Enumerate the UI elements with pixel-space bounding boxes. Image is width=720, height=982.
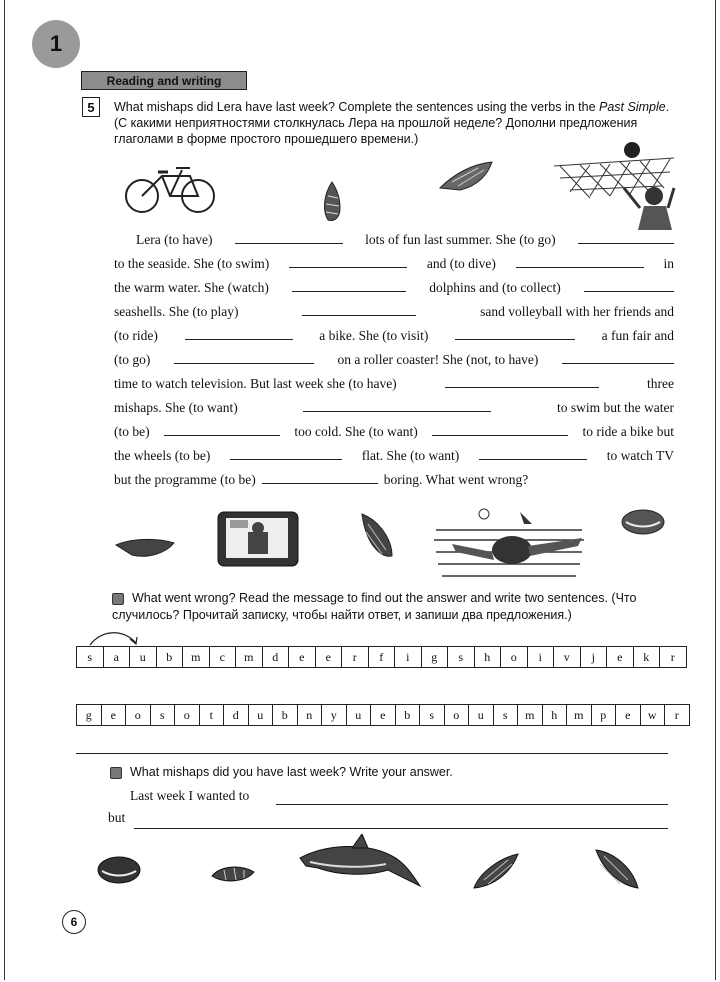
story-fragment: the warm water. She (watch) <box>114 280 269 295</box>
story-fragment: dolphins and (to collect) <box>429 280 561 295</box>
story-fragment: a fun fair and <box>601 328 674 343</box>
blank-field[interactable] <box>516 257 644 268</box>
story-fragment: mishaps. She (to want) <box>114 400 238 415</box>
story-fragment: the wheels (to be) <box>114 448 211 463</box>
letter-cell: o <box>126 705 151 725</box>
letter-cell: b <box>273 705 298 725</box>
story-fragment: flat. She (to want) <box>361 448 460 463</box>
letter-cell: y <box>322 705 347 725</box>
blank-field[interactable] <box>174 353 314 364</box>
story-fragment: to watch TV <box>606 448 674 463</box>
bullet-square-icon <box>112 593 124 605</box>
story-fragment: on a roller coaster! She (not, to have) <box>337 352 539 367</box>
dolphin-picture <box>296 834 424 890</box>
arrow-arc-icon <box>86 627 142 647</box>
letter-cell: m <box>236 647 263 667</box>
task-text: What mishaps did you have last week? Write your answer. <box>130 765 453 779</box>
letter-cell: e <box>371 705 396 725</box>
story-fragment: seashells. She (to play) <box>114 304 239 319</box>
story-fragment: lots of fun last summer. She (to go) <box>365 232 556 247</box>
blank-field[interactable] <box>578 233 674 244</box>
blank-field[interactable] <box>164 425 280 436</box>
cowrie-shell-picture <box>96 855 142 885</box>
story-line <box>114 256 674 280</box>
letter-cell: a <box>104 647 131 667</box>
letter-cell: s <box>151 705 176 725</box>
letter-cell: p <box>592 705 617 725</box>
letter-cell: e <box>607 647 634 667</box>
bullet-square-icon <box>110 767 122 779</box>
spiral-shell-picture <box>210 862 256 884</box>
bicycle-picture <box>120 160 220 215</box>
write-line-label: but <box>108 810 126 825</box>
letter-cell: m <box>567 705 592 725</box>
unit-number-badge: 1 <box>32 20 80 68</box>
letter-cell: s <box>420 705 445 725</box>
letter-cell: e <box>316 647 343 667</box>
blank-field[interactable] <box>292 281 406 292</box>
television-picture <box>208 510 300 570</box>
story-line <box>114 304 674 328</box>
conch-shell-picture <box>438 160 494 192</box>
story-fragment: time to watch television. But last week she (to have) <box>114 376 397 391</box>
exercise-number: 5 <box>82 97 100 117</box>
letter-cell: g <box>77 705 102 725</box>
instruction-italic: Past Simple <box>599 100 666 114</box>
volleyball-net-picture <box>550 138 680 230</box>
letter-cell: j <box>581 647 608 667</box>
story-fragment: Lera (to have) <box>136 232 213 247</box>
conch-shell-picture <box>114 535 176 561</box>
blank-field[interactable] <box>289 257 407 268</box>
story-fragment: (to ride) <box>114 328 158 343</box>
write-line[interactable] <box>276 794 668 805</box>
letter-cell: t <box>200 705 225 725</box>
letter-cell: o <box>445 705 470 725</box>
blank-field[interactable] <box>584 281 674 292</box>
letter-cell: n <box>298 705 323 725</box>
story-fragment: and (to dive) <box>426 256 496 271</box>
conch-shell-picture <box>592 846 640 890</box>
story-text <box>114 232 674 496</box>
blank-field[interactable] <box>445 377 599 388</box>
letter-cell: s <box>448 647 475 667</box>
letter-cell: i <box>528 647 555 667</box>
letter-cell: e <box>289 647 316 667</box>
seashell-picture <box>358 510 396 562</box>
task-instruction <box>112 590 677 624</box>
story-fragment: a bike. She (to visit) <box>319 328 429 343</box>
story-fragment: too cold. She (to want) <box>294 424 418 439</box>
letter-cell: v <box>554 647 581 667</box>
story-line <box>114 280 674 304</box>
swimmer-picture <box>432 500 588 582</box>
story-fragment: (to be) <box>114 424 150 439</box>
letter-cell: k <box>634 647 661 667</box>
letter-cell: r <box>670 649 675 664</box>
blank-field[interactable] <box>455 329 575 340</box>
section-title: Reading and writing <box>81 71 247 90</box>
page-number: 6 <box>62 910 86 934</box>
blank-field[interactable] <box>230 449 342 460</box>
write-line[interactable] <box>134 818 668 829</box>
letter-cell: e <box>102 705 127 725</box>
story-line <box>114 400 674 424</box>
letter-cell: r <box>342 647 369 667</box>
blank-field[interactable] <box>303 401 491 412</box>
story-fragment: three <box>647 376 674 391</box>
task-text: What went wrong? Read the message to find out the answer and write two sentences. (Что случилось? Прочитай записку, чтобы найти ответ, и запиши два предложения.) <box>112 591 637 622</box>
letter-cell: s <box>77 647 104 667</box>
letter-cell: m <box>518 705 543 725</box>
letter-row-2 <box>76 704 690 726</box>
story-line <box>114 448 674 472</box>
letter-cell: c <box>210 647 237 667</box>
blank-field[interactable] <box>432 425 568 436</box>
write-line-label: Last week I wanted to <box>130 788 250 803</box>
letter-cell: u <box>347 705 372 725</box>
seashell-picture <box>470 852 520 892</box>
instruction-text: What mishaps did Lera have last week? Complete the sentences using the verbs in the <box>114 100 596 114</box>
letter-cell: d <box>224 705 249 725</box>
instruction-text-rest: . (С какими неприятностями столкнулась Лера на прошлой неделе? Дополни предложения глаголами в форме простого прошедшего времени.) <box>114 100 670 146</box>
story-line <box>114 424 674 448</box>
blank-field[interactable] <box>185 329 293 340</box>
letter-cell: u <box>249 705 274 725</box>
letter-cell: u <box>469 705 494 725</box>
story-fragment: to swim but the water <box>557 400 674 415</box>
blank-field[interactable] <box>302 305 416 316</box>
story-fragment: to ride a bike but <box>582 424 674 439</box>
blank-field[interactable] <box>479 449 587 460</box>
letter-cell: u <box>130 647 157 667</box>
letter-cell: h <box>543 705 568 725</box>
letter-cell: o <box>175 705 200 725</box>
blank-field[interactable] <box>235 233 343 244</box>
letter-cell: f <box>369 647 396 667</box>
story-fragment: (to go) <box>114 352 151 367</box>
letter-cell: h <box>475 647 502 667</box>
letter-cell: w <box>641 705 666 725</box>
task-instruction <box>110 765 453 779</box>
story-fragment: to the seaside. She (to swim) <box>114 256 270 271</box>
seashell-picture <box>320 180 344 222</box>
letter-cell: d <box>263 647 290 667</box>
blank-field[interactable] <box>262 473 378 484</box>
letter-cell: s <box>494 705 519 725</box>
answer-line[interactable] <box>76 753 668 754</box>
story-fragment: boring. What went wrong? <box>383 472 529 487</box>
story-line <box>114 232 674 256</box>
letter-cell: i <box>395 647 422 667</box>
letter-cell: e <box>616 705 641 725</box>
letter-cell: r <box>674 707 679 722</box>
cowrie-shell-picture <box>620 508 666 536</box>
letter-cell: m <box>183 647 210 667</box>
story-fragment: but the programme (to be) <box>114 472 256 487</box>
story-fragment: sand volleyball with her friends and <box>480 304 674 319</box>
story-line <box>114 376 674 400</box>
story-line <box>114 352 674 376</box>
letter-cell: b <box>396 705 421 725</box>
letter-cell: g <box>422 647 449 667</box>
story-line <box>114 472 674 496</box>
letter-cell: b <box>157 647 184 667</box>
story-line <box>114 328 674 352</box>
letter-row-1 <box>76 646 687 668</box>
blank-field[interactable] <box>562 353 674 364</box>
story-fragment: in <box>663 256 674 271</box>
letter-cell: o <box>501 647 528 667</box>
